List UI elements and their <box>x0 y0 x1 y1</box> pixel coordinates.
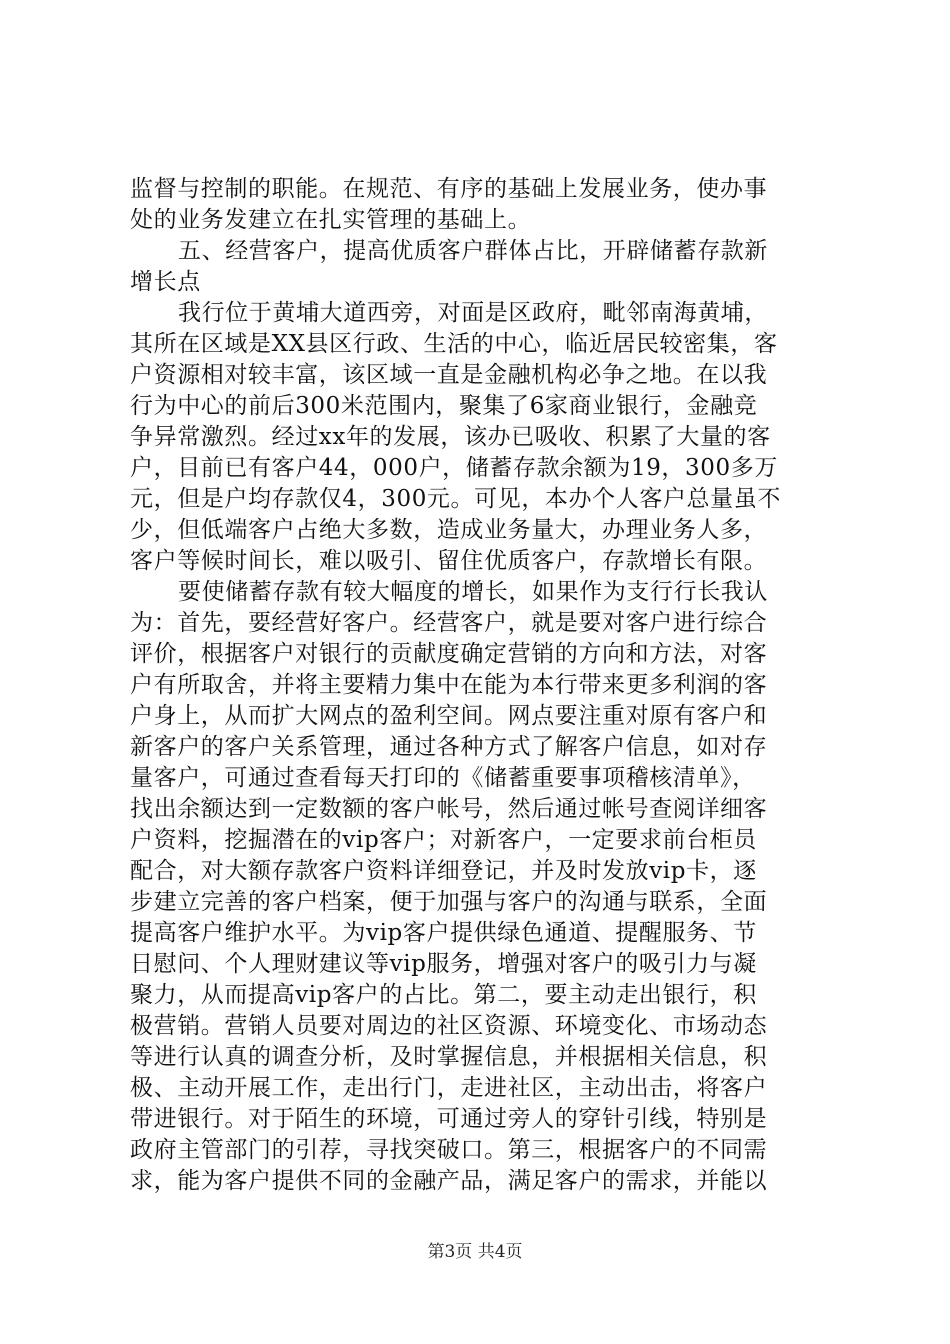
text-line: 行为中心的前后300米范围内，聚集了6家商业银行，金融竞 <box>130 393 758 419</box>
text-line: 要使储蓄存款有较大幅度的增长，如果作为支行行长我认 <box>178 579 768 605</box>
section-heading-cont: 增长点 <box>130 269 201 295</box>
text-line: 监督与控制的职能。在规范、有序的基础上发展业务，使办事 <box>130 176 768 202</box>
text-line: 日慰问、个人理财建议等vip服务，增强对客户的吸引力与凝 <box>130 951 757 977</box>
text-line: 其所在区域是XX县区行政、生活的中心，临近居民较密集，客 <box>130 331 778 357</box>
text-line: 新客户的客户关系管理，通过各种方式了解客户信息，如对存 <box>130 734 768 760</box>
text-line: 极、主动开展工作，走出行门，走进社区，主动出击，将客户 <box>130 1075 768 1101</box>
text-line: 等进行认真的调查分析，及时掌握信息，并根据相关信息，积 <box>130 1044 768 1070</box>
text-line: 极营销。营销人员要对周边的社区资源、环境变化、市场动态 <box>130 1013 768 1039</box>
text-line: 户有所取舍，并将主要精力集中在能为本行带来更多利润的客 <box>130 672 768 698</box>
text-line: 步建立完善的客户档案，便于加强与客户的沟通与联系，全面 <box>130 889 768 915</box>
text-line: 配合，对大额存款客户资料详细登记，并及时发放vip卡，逐 <box>130 858 757 884</box>
text-line: 政府主管部门的引荐，寻找突破口。第三，根据客户的不同需 <box>130 1137 768 1163</box>
text-line: 少，但低端客户占绝大多数，造成业务量大，办理业务人多， <box>130 517 768 543</box>
text-line: 户资料，挖掘潜在的vip客户；对新客户，一定要求前台柜员 <box>130 827 757 853</box>
text-line: 户资源相对较丰富，该区域一直是金融机构必争之地。在以我 <box>130 362 768 388</box>
text-line: 提高客户维护水平。为vip客户提供绿色通道、提醒服务、节 <box>130 920 757 946</box>
section-heading: 五、经营客户，提高优质客户群体占比，开辟储蓄存款新 <box>178 238 768 264</box>
text-line: 处的业务发建立在扎实管理的基础上。 <box>130 207 532 233</box>
text-line: 客户等候时间长，难以吸引、留住优质客户，存款增长有限。 <box>130 548 768 574</box>
text-line: 争异常激烈。经过xx年的发展，该办已吸收、积累了大量的客 <box>130 424 771 450</box>
text-line: 找出余额达到一定数额的客户帐号，然后通过帐号查阅详细客 <box>130 796 768 822</box>
text-line: 元，但是户均存款仅4，300元。可见，本办个人客户总量虽不 <box>130 486 781 512</box>
text-line: 户，目前已有客户44，000户，储蓄存款余额为19，300多万 <box>130 455 778 481</box>
text-line: 带进银行。对于陌生的环境，可通过旁人的穿针引线，特别是 <box>130 1106 768 1132</box>
body-text <box>130 174 830 1197</box>
text-line: 为：首先，要经营好客户。经营客户，就是要对客户进行综合 <box>130 610 768 636</box>
text-line: 求，能为客户提供不同的金融产品，满足客户的需求，并能以 <box>130 1168 768 1194</box>
text-line: 户身上，从而扩大网点的盈利空间。网点要注重对原有客户和 <box>130 703 768 729</box>
text-line: 我行位于黄埔大道西旁，对面是区政府，毗邻南海黄埔， <box>178 300 768 326</box>
text-line: 评价，根据客户对银行的贡献度确定营销的方向和方法，对客 <box>130 641 768 667</box>
text-line: 聚力，从而提高vip客户的占比。第二，要主动走出银行，积 <box>130 982 757 1008</box>
text-line: 量客户，可通过查看每天打印的《储蓄重要事项稽核清单》， <box>130 765 756 791</box>
page-number-footer: 第3页 共4页 <box>427 1242 523 1262</box>
